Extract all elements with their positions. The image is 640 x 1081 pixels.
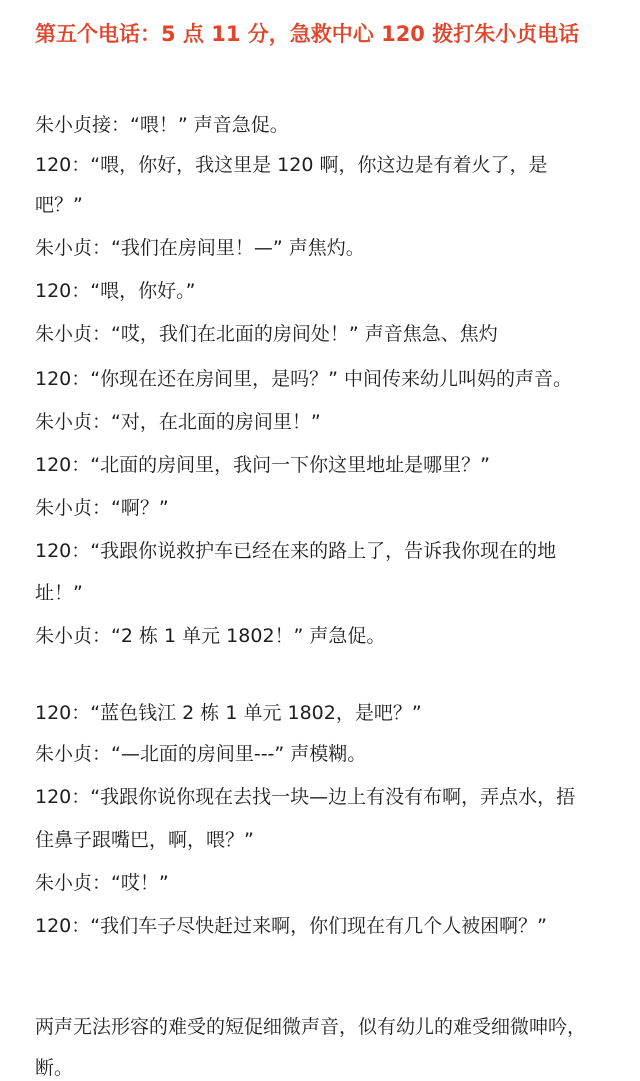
transcript-line: 朱小贞接：“喂！” 声音急促。 [35,114,289,136]
transcript-line: 120：“北面的房间里，我问一下你这里地址是哪里？” [35,454,490,476]
transcript-line: 120：“我们车子尽快赶过来啊，你们现在有几个人被困啊？” [35,915,547,937]
narration-line: 断。 [35,1057,74,1079]
transcript-line: 朱小贞：“2 栋 1 单元 1802！” 声急促。 [35,625,386,647]
transcript-line: 朱小贞：“对，在北面的房间里！” [35,411,321,433]
transcript-line: 朱小贞：“哎！” [35,872,169,894]
section-heading: 第五个电话：5 点 11 分，急救中心 120 拨打朱小贞电话 [35,22,580,46]
transcript-line: 朱小贞：“啊？” [35,497,169,519]
narration-line: 两声无法形容的难受的短促细微声音，似有幼儿的难受细微呻吟， [35,1016,587,1038]
transcript-line: 120：“喂，你好，我这里是 120 啊，你这边是有着火了，是 [35,154,548,176]
transcript-line: 120：“蓝色钱江 2 栋 1 单元 1802，是吧？” [35,702,422,724]
transcript-line: 址！” [35,582,83,604]
transcript-line: 朱小贞：“哎，我们在北面的房间处！” 声音焦急、焦灼 [35,323,498,345]
transcript-line: 120：“你现在还在房间里，是吗？” 中间传来幼儿叫妈的声音。 [35,368,572,390]
transcript-line: 朱小贞：“我们在房间里！—” 声焦灼。 [35,237,365,259]
transcript-line: 吧？” [35,194,83,216]
transcript-line: 120：“我跟你说你现在去找一块—边上有没有布啊，弄点水，捂 [35,786,576,808]
transcript-line: 120：“喂，你好。” [35,280,196,302]
transcript-line: 住鼻子跟嘴巴，啊，喂？” [35,829,254,851]
transcript-line: 120：“我跟你说救护车已经在来的路上了，告诉我你现在的地 [35,540,557,562]
transcript-line: 朱小贞：“—北面的房间里---” 声模糊。 [35,743,367,765]
